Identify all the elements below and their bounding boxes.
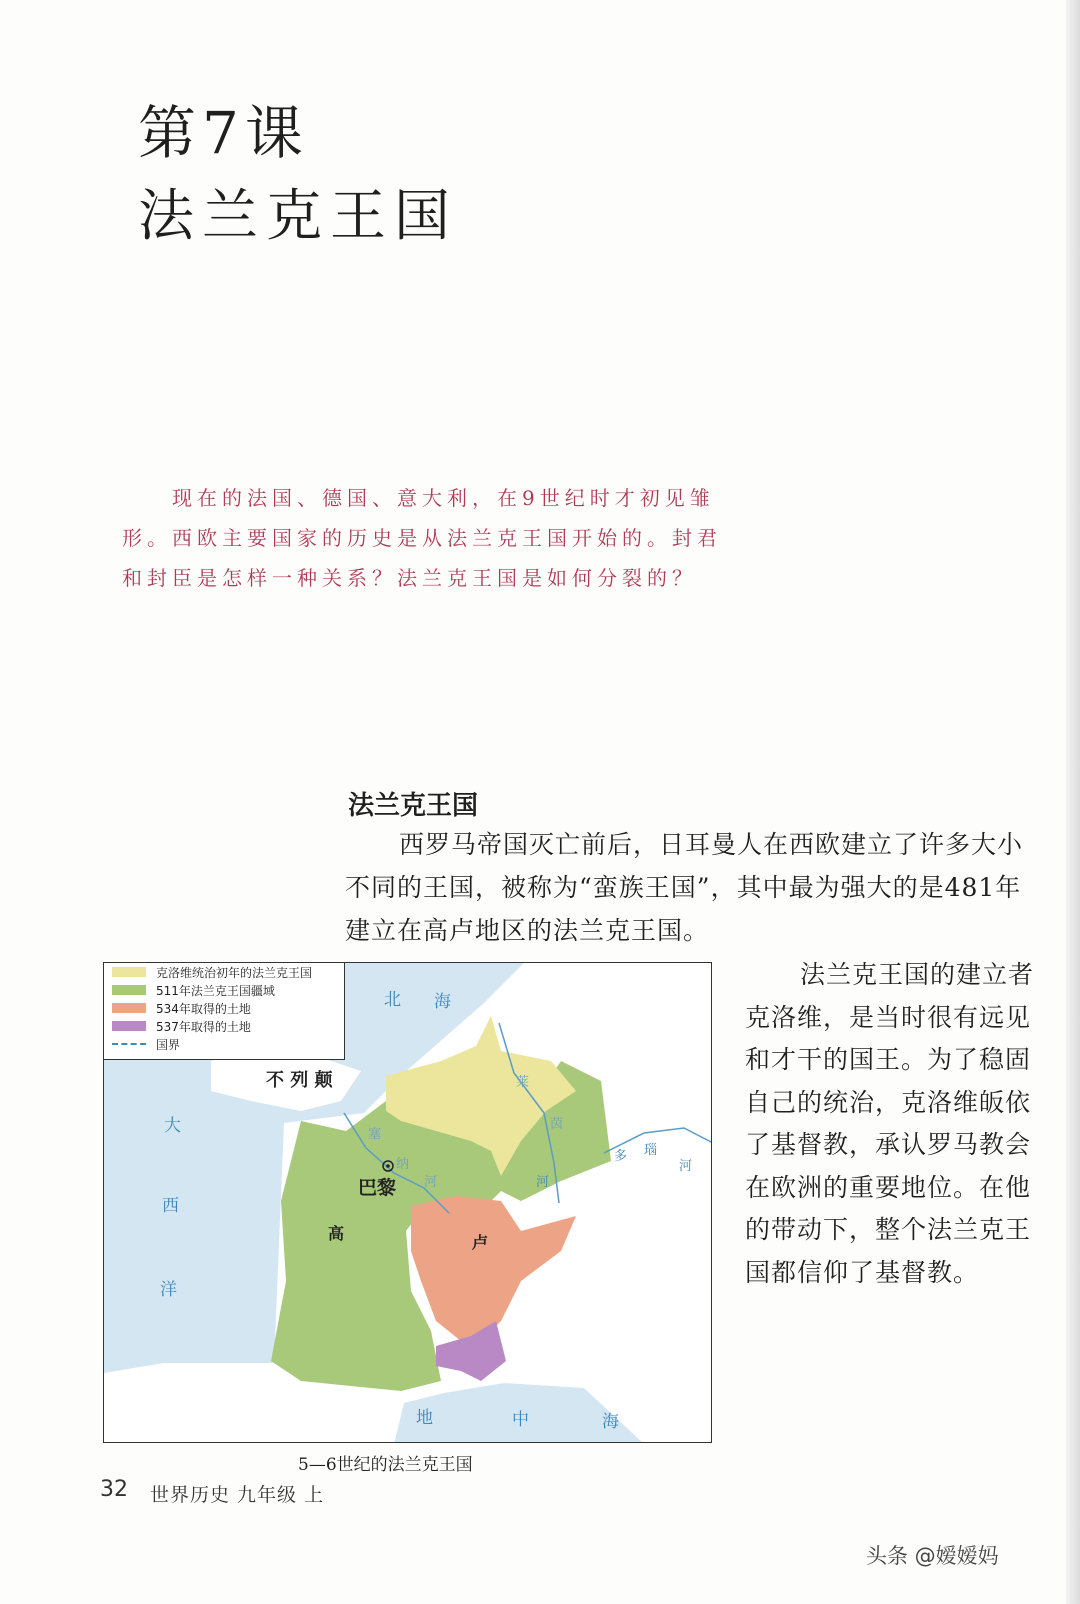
book-title: 世界历史 九年级 上 xyxy=(150,1484,325,1506)
map-label: 瑙 xyxy=(644,1143,658,1158)
legend-item: 534年取得的土地 xyxy=(104,999,344,1017)
page-number: 32 xyxy=(100,1477,128,1502)
map-legend xyxy=(104,963,345,1060)
page-edge xyxy=(1066,0,1080,1604)
lesson-number: 第7课 xyxy=(138,99,309,167)
map-label: 北 xyxy=(384,990,401,1010)
map-label-paris: 巴黎 xyxy=(358,1177,397,1199)
map-label: 中 xyxy=(512,1410,529,1430)
map-label: 莱 xyxy=(516,1075,530,1090)
map-label: 纳 xyxy=(396,1157,410,1172)
map-label: 大 xyxy=(164,1116,181,1136)
map-label: 地 xyxy=(416,1408,433,1428)
map-label: 高 xyxy=(328,1224,345,1243)
map-label: 海 xyxy=(602,1412,619,1432)
legend-item: 克洛维统治初年的法兰克王国 xyxy=(104,963,344,981)
map-caption: 5—6世纪的法兰克王国 xyxy=(298,1455,473,1475)
legend-item: 511年法兰克王国疆域 xyxy=(104,981,344,999)
frankish-kingdom-map xyxy=(103,962,712,1443)
map-label: 卢 xyxy=(472,1233,489,1252)
watermark: 头条 @嫒嫒妈 xyxy=(866,1544,999,1568)
intro-text: 现在的法国、德国、意大利，在9世纪时才初见雏形。西欧主要国家的历史是从法兰克王国开始的。封君和封臣是怎样一种关系？法兰克王国是如何分裂的？ xyxy=(122,486,722,590)
legend-item: 国界 xyxy=(104,1035,344,1053)
paragraph-2: 法兰克王国的建立者克洛维，是当时很有远见和才干的国王。为了稳固自己的统治，克洛维皈依了基督教，承认罗马教会在欧洲的重要地位。在他的带动下，整个法兰克王国都信仰了基督教。 xyxy=(745,960,1035,1287)
map-label: 西 xyxy=(162,1196,179,1216)
paragraph-1: 西罗马帝国灭亡前后，日耳曼人在西欧建立了许多大小不同的王国，被称为“蛮族王国”，其中最为强大的是481年建立在高卢地区的法兰克王国。 xyxy=(345,830,1024,945)
legend-item: 537年取得的土地 xyxy=(104,1017,344,1035)
map-label: 海 xyxy=(434,992,451,1012)
map-label-britain: 不 列 颠 xyxy=(266,1070,333,1091)
lesson-title: 法兰克王国 xyxy=(138,184,458,249)
map-label: 河 xyxy=(424,1175,438,1190)
map-label: 河 xyxy=(536,1175,550,1190)
map-label: 多 xyxy=(614,1149,628,1164)
section-heading: 法兰克王国 xyxy=(348,791,479,821)
map-label: 河 xyxy=(679,1159,693,1174)
map-label: 塞 xyxy=(368,1127,382,1142)
map-label: 洋 xyxy=(160,1280,177,1300)
map-label: 茵 xyxy=(550,1117,564,1132)
